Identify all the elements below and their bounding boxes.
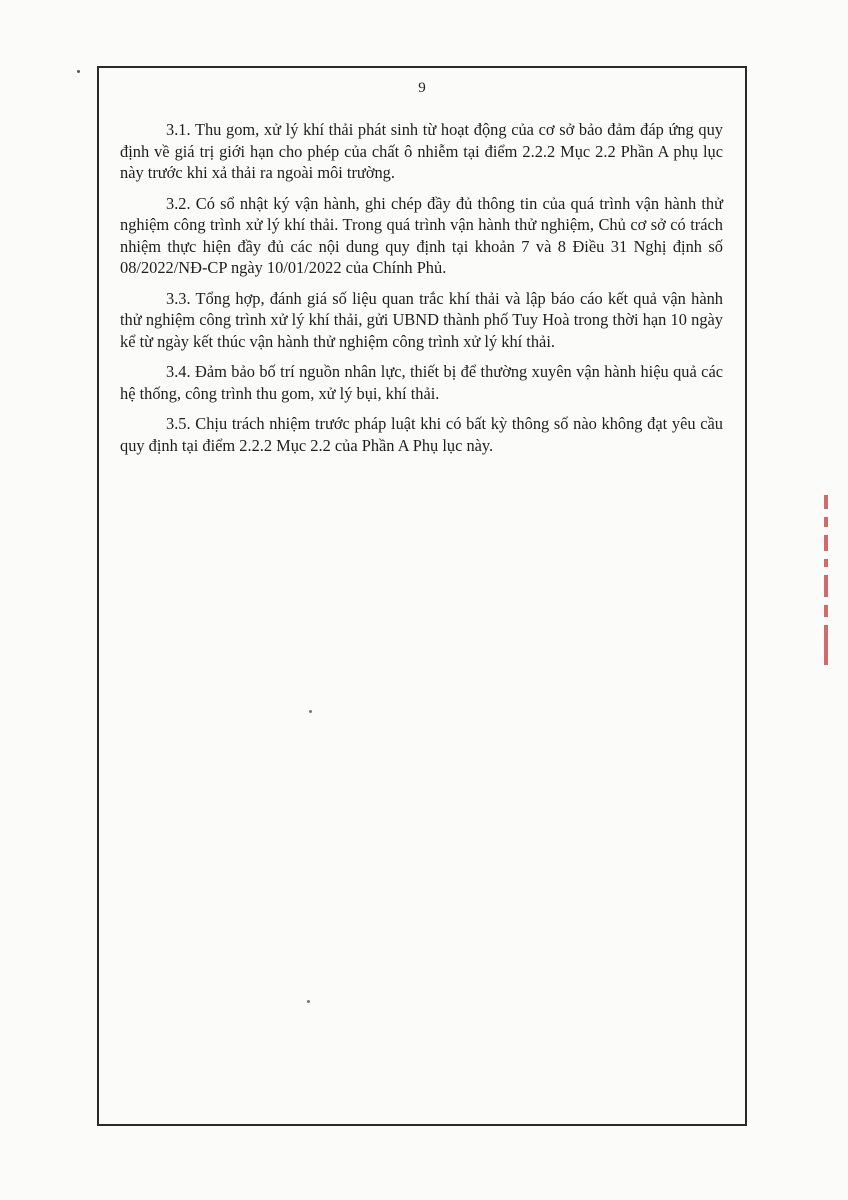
scan-speck [77,70,80,73]
paragraph-3-5: 3.5. Chịu trách nhiệm trước pháp luật khi có bất kỳ thông số nào không đạt yêu cầu quy định tại điểm 2.2.2 Mục 2.2 của Phần A Phụ lục này. [120,414,723,455]
page-number: 9 [418,80,426,96]
paragraph-3-2: 3.2. Có sổ nhật ký vận hành, ghi chép đầy đủ thông tin của quá trình vận hành thử nghiệm công trình xử lý khí thải. Trong quá trình vận hành thử nghiệm, Chủ cơ sở có trách nhiệm thực hiện đầy đủ các nội dung quy định tại khoản 7 và 8 Điều 31 Nghị định số 08/2022/NĐ-CP ngày 10/01/2022 của Chính Phủ. [120,193,723,277]
paragraph-3-1: 3.1. Thu gom, xử lý khí thải phát sinh từ hoạt động của cơ sở bảo đảm đáp ứng quy định về giá trị giới hạn cho phép của chất ô nhiễm tại điểm 2.2.2 Mục 2.2 Phần A phụ lục này trước khi xả thải ra ngoài môi trường. [120,120,723,182]
document-body [120,119,723,465]
margin-stamp-mark [824,495,829,665]
page-border-frame [97,66,747,1126]
paragraph-3-3: 3.3. Tổng hợp, đánh giá số liệu quan trắc khí thải và lập báo cáo kết quả vận hành thử nghiệm công trình xử lý khí thải, gửi UBND thành phố Tuy Hoà trong thời hạn 10 ngày kể từ ngày kết thúc vận hành thử nghiệm công trình xử lý khí thải. [120,288,723,351]
paragraph-3-4: 3.4. Đảm bảo bố trí nguồn nhân lực, thiết bị để thường xuyên vận hành hiệu quả các hệ thống, công trình thu gom, xử lý bụi, khí thải. [120,362,723,403]
